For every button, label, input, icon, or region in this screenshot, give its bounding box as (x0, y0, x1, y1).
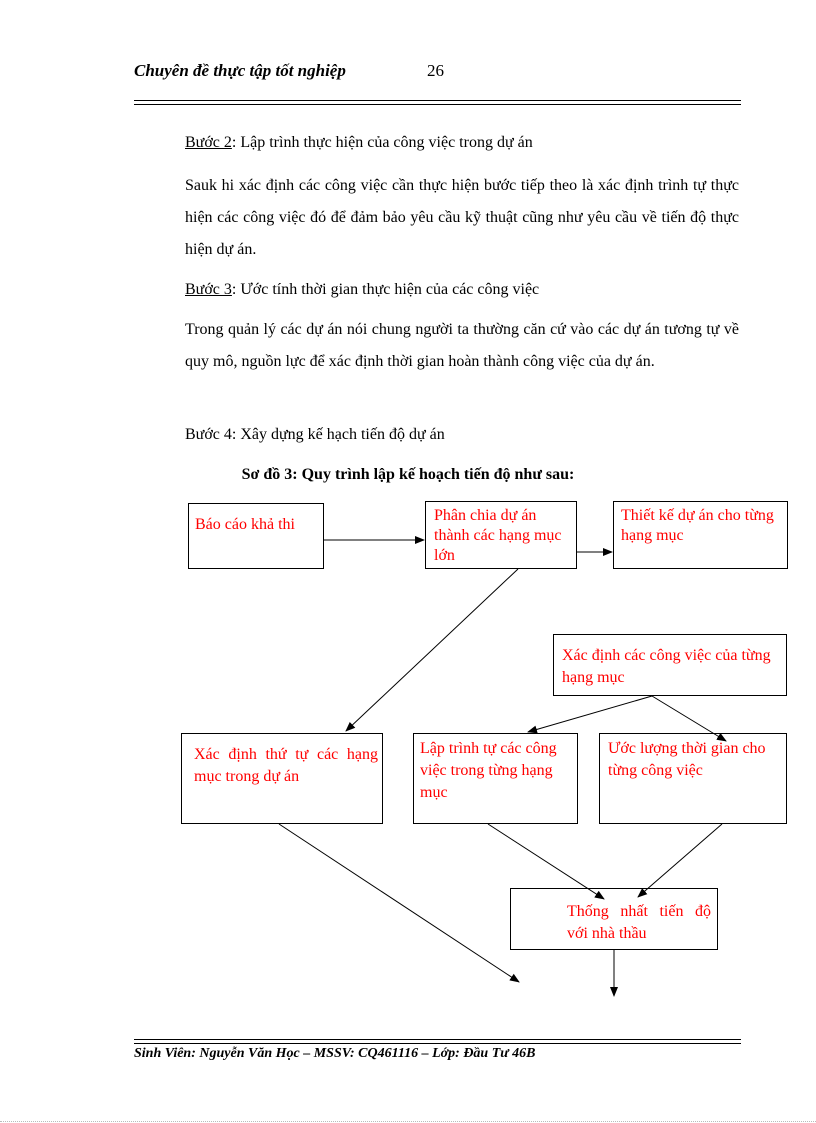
box-sequence-tasks-text: Lập trình tự các công việc trong từng hạng mục (420, 740, 557, 801)
box-estimate-time-text: Ước lượng thời gian cho từng công việc (608, 740, 766, 779)
paragraph-2: Trong quản lý các dự án nói chung người ta thường căn cứ vào các dự án tương tự về quy mô, nguồn lực để xác định thời gian hoàn thành công việc của dự án. (185, 321, 739, 370)
box-design-text: Thiết kế dự án cho từng hạng mục (621, 507, 774, 544)
diagram-caption: Sơ đồ 3: Quy trình lập kế hoạch tiến độ như sau: (241, 466, 575, 483)
arrow-order-items-down (279, 824, 519, 982)
arrow-identify-to-estimate (652, 696, 726, 741)
page-edge (0, 1121, 816, 1122)
step3-label: Bước 3 (185, 281, 232, 298)
footer-text: Sinh Viên: Nguyễn Văn Học – MSSV: CQ461116 – Lớp: Đầu Tư 46B (134, 1046, 536, 1061)
footer-rule-top (134, 1039, 741, 1040)
header-title: Chuyên đề thực tập tốt nghiệp (134, 61, 346, 80)
box-identify-tasks-text: Xác định các công việc của từng hạng mục (562, 647, 771, 686)
arrow-estimate-to-agree (638, 824, 722, 897)
box-feasibility-text: Báo cáo khả thi (195, 516, 295, 533)
paragraph-1: Sauk hi xác định các công việc cần thực hiện bước tiếp theo là xác định trình tự thực hiện các công việc đó để đảm bảo yêu cầu kỹ thuật cũng như yêu cầu về tiến độ thực hiện dự án. (185, 177, 739, 258)
footer-rule-bottom (134, 1043, 741, 1044)
step3-text: : Ước tính thời gian thực hiện của các công việc (231, 281, 540, 298)
step4-line: Bước 4: Xây dựng kế hạch tiến độ dự án (185, 426, 445, 443)
arrow-sequence-to-agree (488, 824, 604, 899)
box-order-items-text: Xác định thứ tự các hạng mục trong dự án (194, 746, 378, 785)
box-agree-schedule-text: Thống nhất tiến độ với nhà thầu (567, 903, 711, 942)
arrow-identify-to-sequence (528, 696, 652, 732)
box-divide-text: Phân chia dự án thành các hạng mục lớn (434, 507, 562, 564)
arrow-divide-to-order-items (346, 569, 518, 731)
page-number: 26 (427, 61, 444, 80)
step2-text: : Lập trình thực hiện của công việc trong dự án (231, 134, 533, 151)
step2-label: Bước 2 (185, 134, 232, 151)
